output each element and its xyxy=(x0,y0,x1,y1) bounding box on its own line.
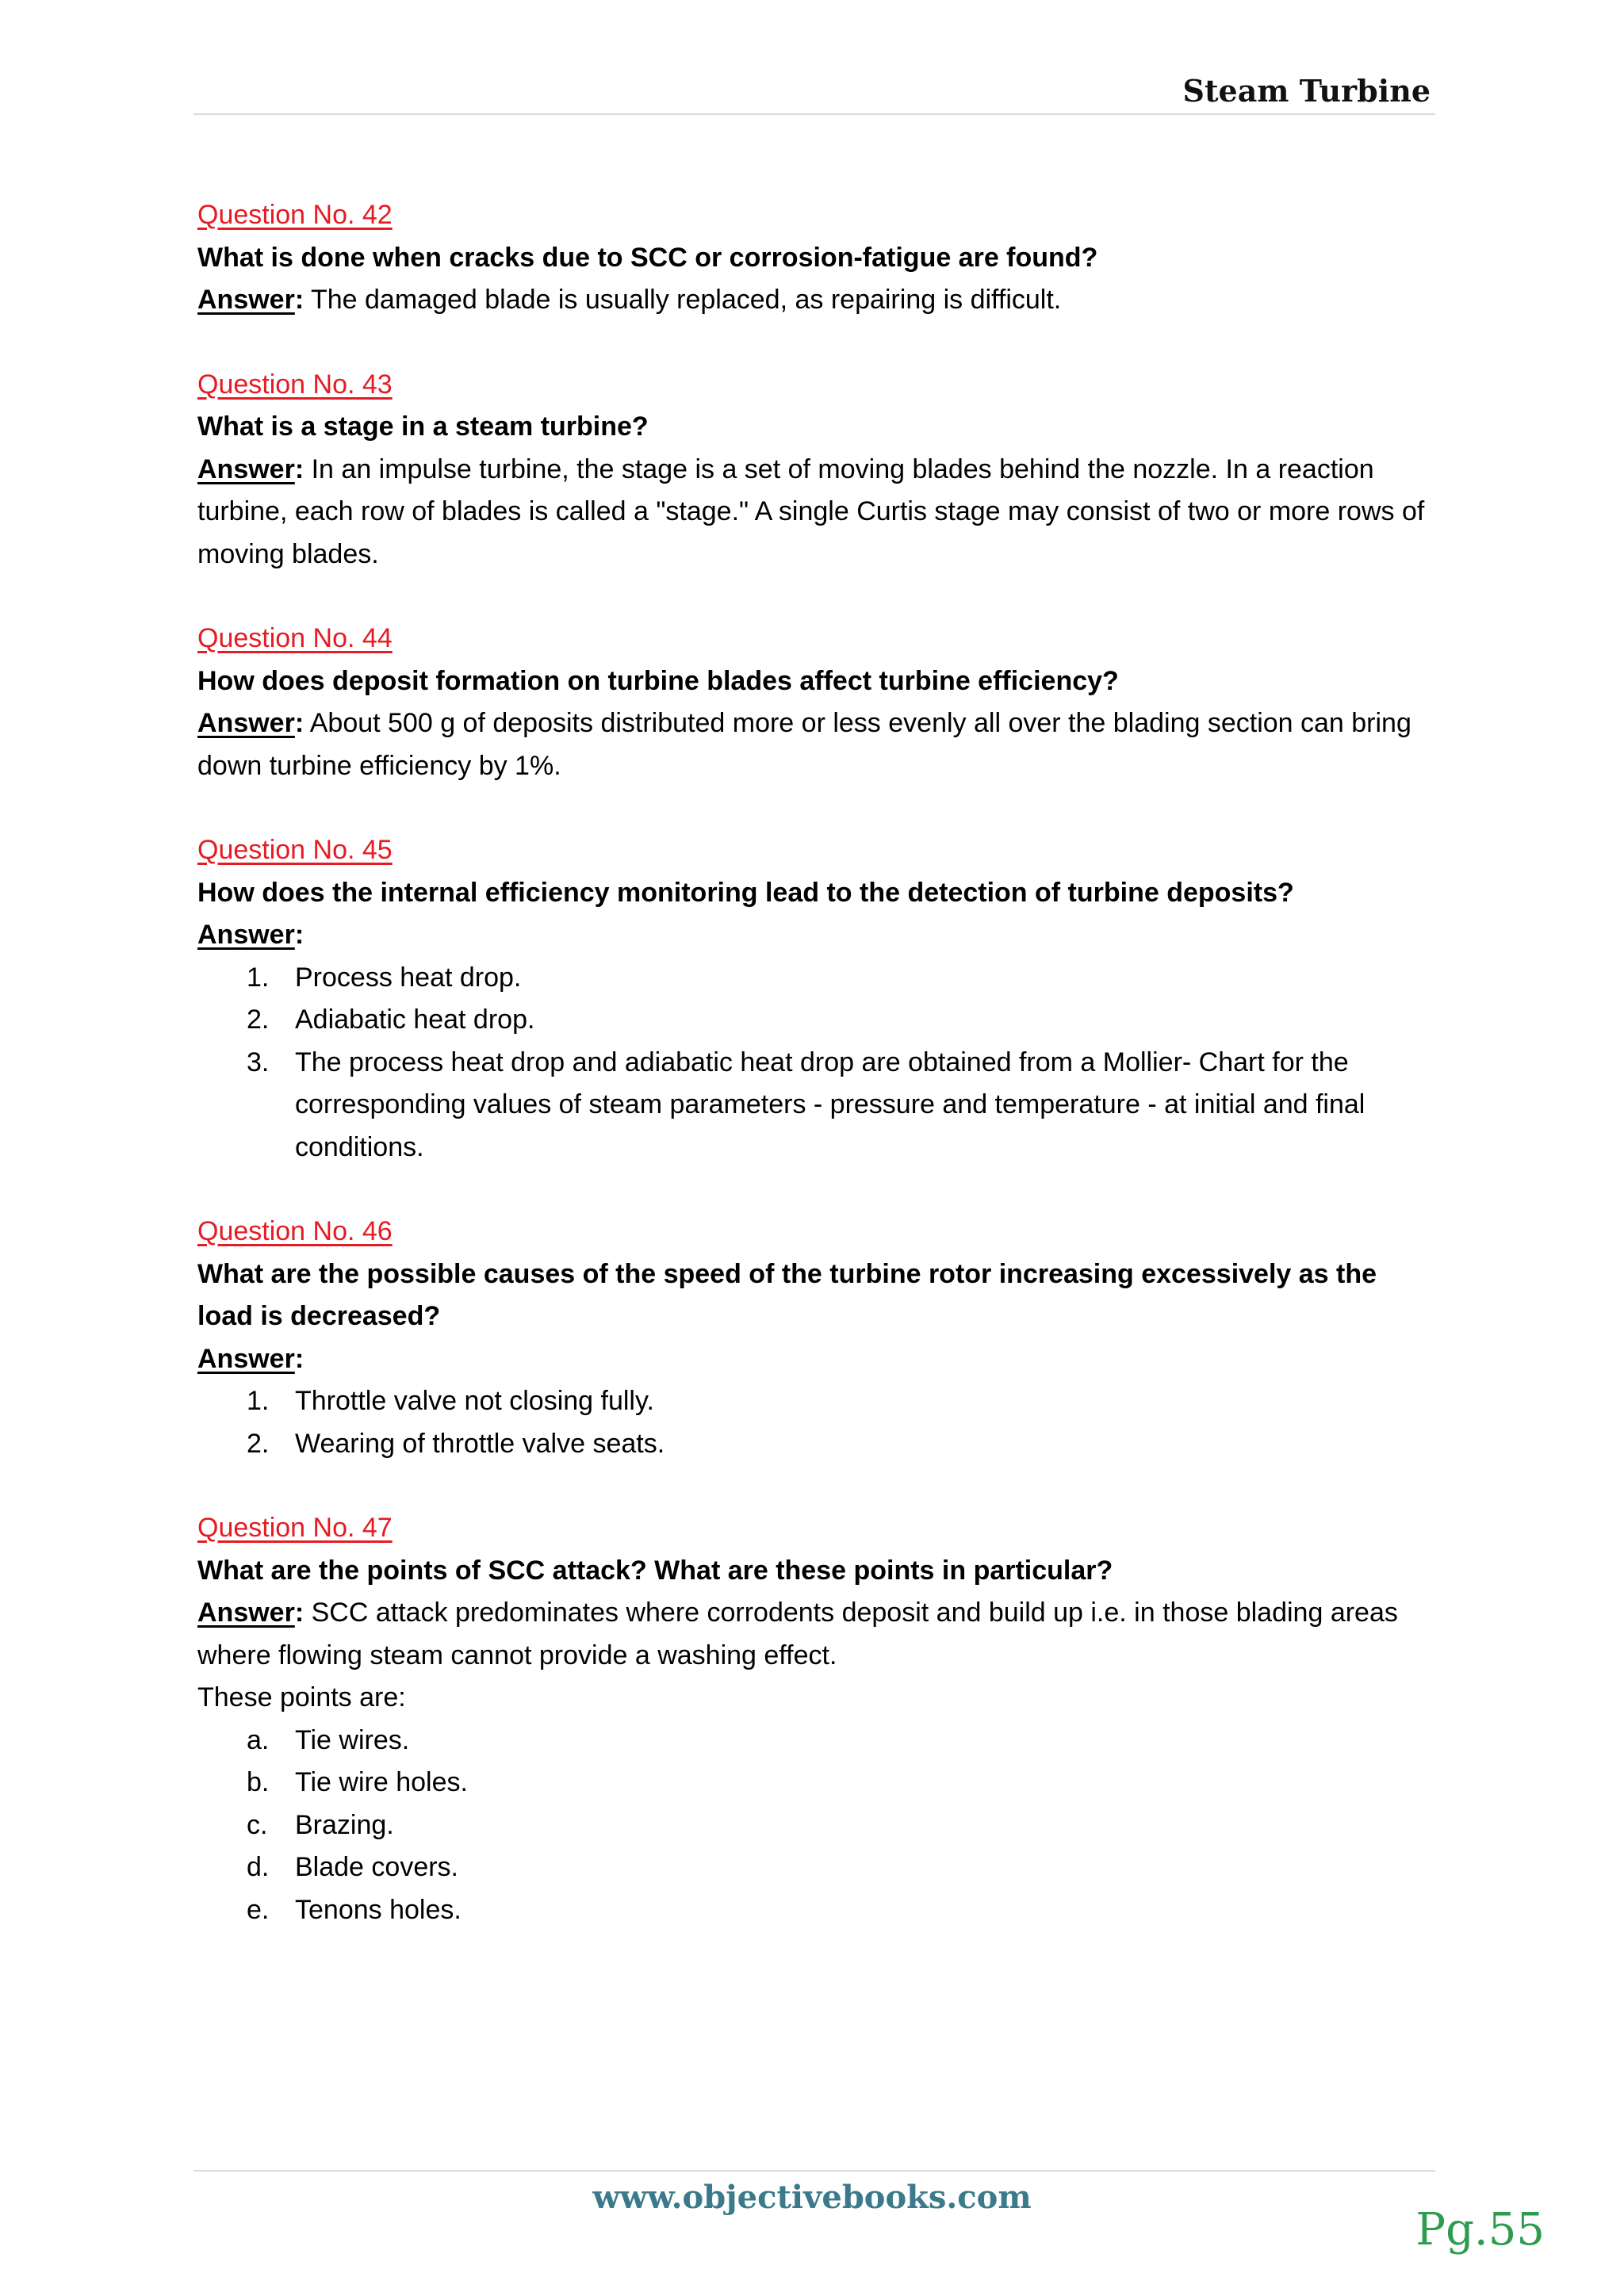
question-number: Question No. 43 xyxy=(197,369,393,400)
answer-label: Answer xyxy=(197,453,295,484)
answer-colon: : xyxy=(294,285,304,315)
list-item-text: Brazing. xyxy=(295,1809,394,1840)
answer xyxy=(197,279,1434,322)
list-item-text: The process heat drop and adiabatic heat drop are obtained from a Mollier- Chart for the corresponding values of steam parameters - pressure and temperature - at initial and final conditions. xyxy=(295,1047,1365,1162)
list-marker: d. xyxy=(247,1852,270,1882)
list-marker: 3. xyxy=(247,1047,270,1077)
answer-text: About 500 g of deposits distributed more or less evenly all over the blading section can bring down turbine efficiency by 1%. xyxy=(197,708,1411,781)
list-marker: 2. xyxy=(247,1428,270,1459)
page-number: Pg.55 xyxy=(1415,2204,1545,2256)
question-number: Question No. 44 xyxy=(197,623,393,653)
answer-colon: : xyxy=(294,920,304,950)
qa-block-45 xyxy=(197,829,1434,1169)
list-marker: 1. xyxy=(247,962,270,993)
answer-label: Answer xyxy=(197,708,295,738)
answer-colon: : xyxy=(294,1598,304,1628)
qa-block-47 xyxy=(197,1507,1434,1931)
list-item-text: Adiabatic heat drop. xyxy=(295,1004,535,1035)
list-marker: b. xyxy=(247,1767,270,1797)
answer-intro: These points are: xyxy=(197,1682,406,1712)
list-item xyxy=(197,999,1434,1042)
list-item xyxy=(197,1846,1434,1889)
running-header-title: Steam Turbine xyxy=(1182,73,1431,109)
list-item xyxy=(197,1423,1434,1466)
answer xyxy=(197,1338,1434,1381)
answer xyxy=(197,449,1434,576)
question-text: What is a stage in a steam turbine? xyxy=(197,411,649,442)
list-item-text: Throttle valve not closing fully. xyxy=(295,1386,654,1416)
list-marker: c. xyxy=(247,1809,268,1840)
question-text: What are the possible causes of the speed of the turbine rotor increasing excessively as the load is decreased? xyxy=(197,1258,1377,1331)
list-marker: 2. xyxy=(247,1004,270,1035)
list-item xyxy=(197,1762,1434,1804)
question-text: How does deposit formation on turbine blades affect turbine efficiency? xyxy=(197,665,1119,696)
question-number: Question No. 45 xyxy=(197,835,393,865)
list-marker: 1. xyxy=(247,1386,270,1416)
header-divider xyxy=(193,113,1435,115)
answer xyxy=(197,914,1434,957)
list-item-text: Process heat drop. xyxy=(295,962,522,993)
list-item-text: Blade covers. xyxy=(295,1852,458,1882)
list-item xyxy=(197,957,1434,1000)
answer-colon: : xyxy=(294,708,304,738)
list-item xyxy=(197,1804,1434,1847)
list-marker: a. xyxy=(247,1724,270,1755)
qa-block-44 xyxy=(197,618,1434,787)
list-marker: e. xyxy=(247,1894,270,1925)
list-item xyxy=(197,1720,1434,1762)
answer-text: SCC attack predominates where corrodents deposit and build up i.e. in those blading areas where flowing steam cannot provide a washing effect. xyxy=(197,1598,1398,1670)
question-text: What is done when cracks due to SCC or corrosion-fatigue are found? xyxy=(197,242,1098,273)
answer-colon: : xyxy=(294,453,304,484)
question-number: Question No. 46 xyxy=(197,1216,393,1246)
answer-label: Answer xyxy=(197,1598,295,1628)
qa-block-43 xyxy=(197,364,1434,576)
question-text: How does the internal efficiency monitoring lead to the detection of turbine deposits? xyxy=(197,877,1294,908)
list-item-text: Tenons holes. xyxy=(295,1894,462,1925)
question-number: Question No. 47 xyxy=(197,1513,393,1543)
answer-text: The damaged blade is usually replaced, as repairing is difficult. xyxy=(304,285,1062,315)
answer-text: In an impulse turbine, the stage is a set of moving blades behind the nozzle. In a reaction turbine, each row of blades is called a "stage." A single Curtis stage may consist of two or more rows of moving blades. xyxy=(197,453,1425,569)
list-item-text: Tie wires. xyxy=(295,1724,410,1755)
answer-list xyxy=(197,1720,1434,1932)
answer-label: Answer xyxy=(197,920,295,950)
answer-label: Answer xyxy=(197,1343,295,1374)
qa-block-42 xyxy=(197,194,1434,322)
question-text: What are the points of SCC attack? What are these points in particular? xyxy=(197,1555,1113,1586)
footer-website-link[interactable]: www.objectivebooks.com xyxy=(592,2179,1032,2216)
answer xyxy=(197,1592,1434,1677)
question-list xyxy=(197,194,1434,1973)
answer-list xyxy=(197,957,1434,1169)
qa-block-46 xyxy=(197,1211,1434,1465)
list-item xyxy=(197,1889,1434,1932)
list-item-text: Tie wire holes. xyxy=(295,1767,468,1797)
answer xyxy=(197,702,1434,787)
list-item xyxy=(197,1042,1434,1169)
list-item-text: Wearing of throttle valve seats. xyxy=(295,1428,665,1459)
question-number: Question No. 42 xyxy=(197,200,393,230)
answer-colon: : xyxy=(294,1343,304,1374)
answer-list xyxy=(197,1380,1434,1465)
list-item xyxy=(197,1380,1434,1423)
answer-label: Answer xyxy=(197,285,295,315)
